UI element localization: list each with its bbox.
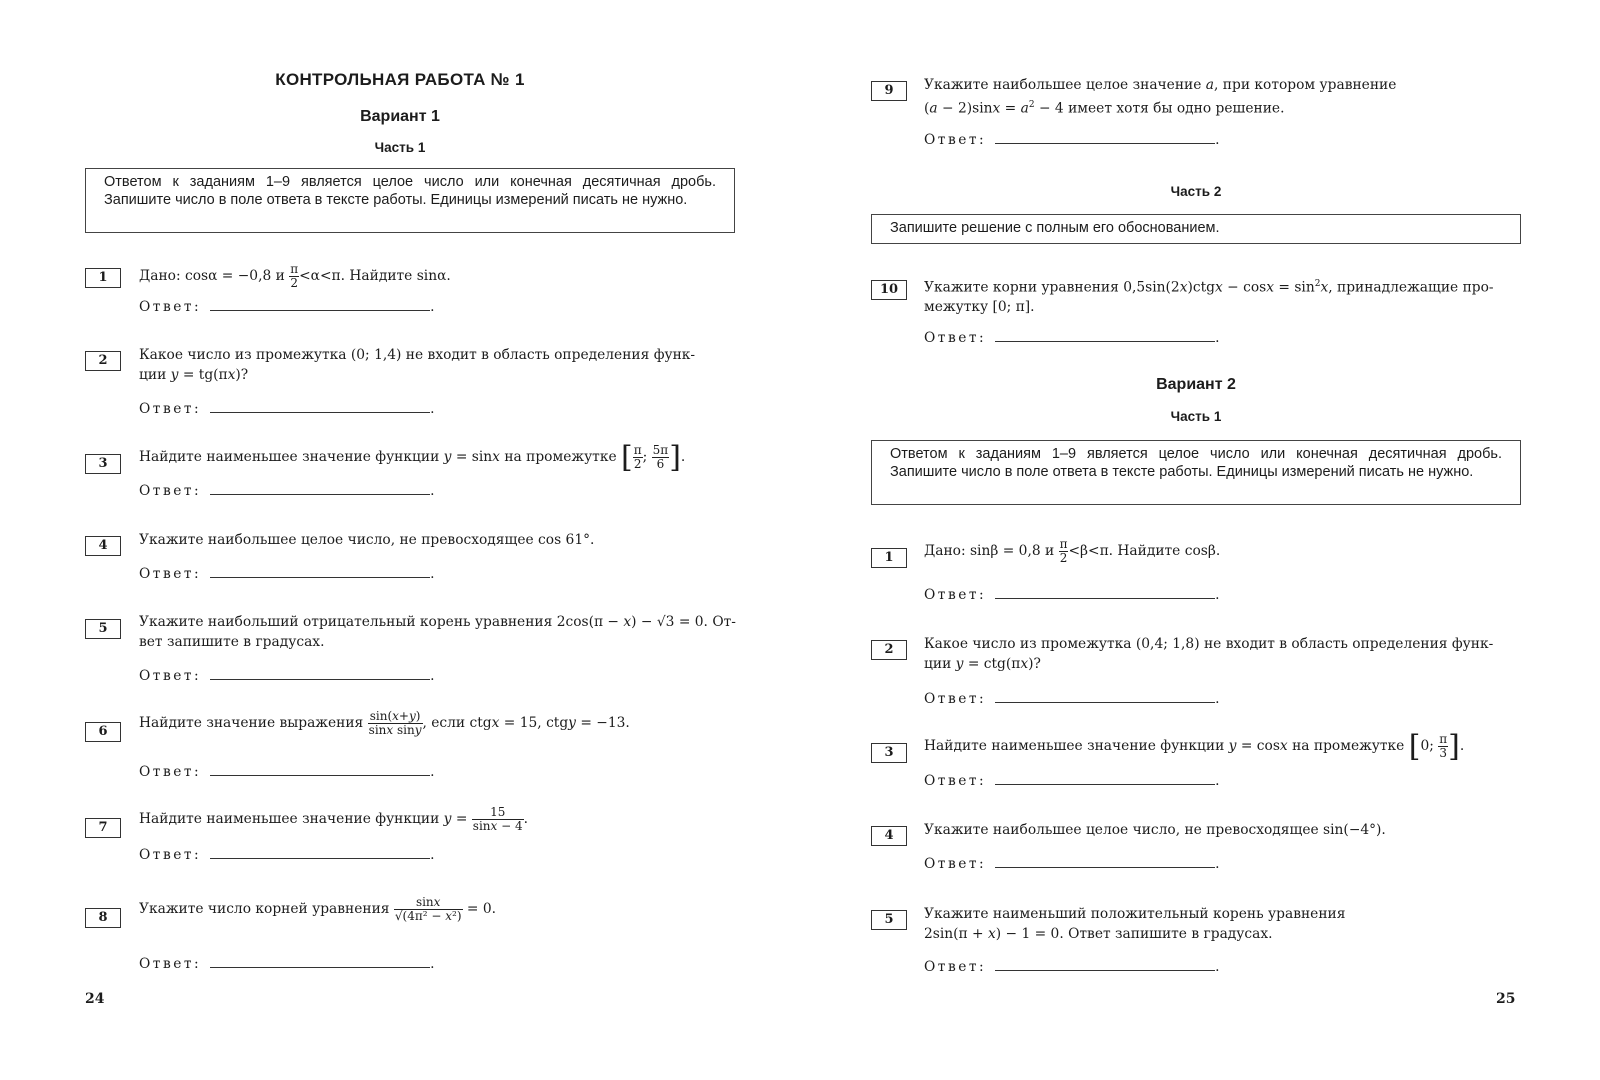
answer-line[interactable] xyxy=(210,400,430,413)
instruction-box: Ответом к заданиям 1–9 является целое число или конечная десятичная дробь. Запишите число в поле ответа в тексте работы. Единицы измерений писать не нужно. xyxy=(871,440,1521,505)
answer-line[interactable] xyxy=(995,329,1215,342)
task-text: Какое число из промежутка (0,4; 1,8) не входит в область определения функ- ции y = ctg(πx)? xyxy=(924,636,1494,672)
answer-label: Ответ: xyxy=(924,330,987,346)
part-title: Часть 1 xyxy=(1170,409,1222,424)
answer-line[interactable] xyxy=(210,482,430,495)
answer-field[interactable]: Ответ: . xyxy=(924,691,1220,707)
task-number: 9 xyxy=(871,81,907,101)
answer-label: Ответ: xyxy=(924,959,987,975)
answer-label: Ответ: xyxy=(139,566,202,582)
answer-field[interactable]: Ответ: . xyxy=(139,668,435,684)
answer-label: Ответ: xyxy=(924,856,987,872)
task-number: 4 xyxy=(85,536,121,556)
answer-field[interactable]: Ответ: . xyxy=(139,956,435,972)
task-number: 1 xyxy=(871,548,907,568)
answer-field[interactable]: Ответ: . xyxy=(924,587,1220,603)
part-title: Часть 2 xyxy=(1170,184,1222,199)
answer-label: Ответ: xyxy=(924,132,987,148)
answer-line[interactable] xyxy=(210,565,430,578)
task-text: Укажите наибольшее целое число, не превосходящее sin(−4°). xyxy=(924,822,1386,838)
answer-line[interactable] xyxy=(210,298,430,311)
answer-label: Ответ: xyxy=(924,587,987,603)
task-number: 2 xyxy=(871,640,907,660)
answer-label: Ответ: xyxy=(924,773,987,789)
task-number: 5 xyxy=(85,619,121,639)
task-text: Дано: cosα = −0,8 и $\frac{\pi}{2}$ <α<π. Найдите sinα. xyxy=(139,262,451,290)
variant-title: Вариант 2 xyxy=(1156,376,1236,393)
task-text: Дано: sinβ = 0,8 и $\frac{\pi}{2}$ <β<π. Найдите cosβ. xyxy=(924,537,1221,565)
instruction-box: Запишите решение с полным его обоснованием. xyxy=(871,214,1521,244)
task-text: Укажите наибольший отрицательный корень уравнения 2cos(π − x) − √3 = 0. От- вет запишите в градусах. xyxy=(139,614,736,650)
answer-line[interactable] xyxy=(210,667,430,680)
task-text: Найдите значение выражения $\frac{\sin(x+y)}{\text{sinx siny}}$ , если ctgx = 15, ctgy = −13. xyxy=(139,709,630,737)
answer-label: Ответ: xyxy=(139,847,202,863)
task-text: Какое число из промежутка (0; 1,4) не входит в область определения функ- ции y = tg(πx)? xyxy=(139,347,696,383)
task-text: Укажите корни уравнения 0,5sin(2x)ctgx − $\cos x = \sin^2x$, принадлежащие про- межутку [0; π]. xyxy=(924,279,1494,316)
answer-field[interactable]: Ответ: . xyxy=(139,299,435,315)
answer-field[interactable]: Ответ: . xyxy=(139,764,435,780)
task-text: Найдите наименьшее значение функции y = $\frac{15}{\sin x - 4}$ . xyxy=(139,805,529,833)
answer-field[interactable]: Ответ: . xyxy=(139,566,435,582)
instruction-box: Ответом к заданиям 1–9 является целое число или конечная десятичная дробь. Запишите число в поле ответа в тексте работы. Единицы измерений писать не нужно. xyxy=(85,168,735,233)
answer-line[interactable] xyxy=(995,772,1215,785)
answer-field[interactable]: Ответ: . xyxy=(924,856,1220,872)
answer-line[interactable] xyxy=(210,846,430,859)
answer-field[interactable]: Ответ: . xyxy=(924,959,1220,975)
task-number: 6 xyxy=(85,722,121,742)
answer-label: Ответ: xyxy=(139,483,202,499)
task-number: 5 xyxy=(871,910,907,930)
task-number: 3 xyxy=(85,454,121,474)
answer-field[interactable]: Ответ: . xyxy=(924,330,1220,346)
task-number: 3 xyxy=(871,743,907,763)
task-text: Найдите наименьшее значение функции y = sinx на промежутке [ $\frac{\pi}{2}$ ; $\frac{5\pi}{6}$ ]. xyxy=(139,439,686,475)
task-text: Укажите наибольшее целое значение a, при котором уравнение $(a - 2)\sin x = a^2 - 4$ имеет хотя бы одно решение. xyxy=(924,77,1397,117)
task-text: Найдите наименьшее значение функции y = cosx на промежутке [0; $\frac{\pi}{3}$ ]. xyxy=(924,728,1465,764)
work-title: КОНТРОЛЬНАЯ РАБОТА № 1 xyxy=(275,70,525,89)
answer-field[interactable]: Ответ: . xyxy=(139,401,435,417)
page-number: 25 xyxy=(1496,991,1516,1007)
task-number: 4 xyxy=(871,826,907,846)
task-number: 10 xyxy=(871,280,907,300)
part-title: Часть 1 xyxy=(374,140,426,155)
task-number: 7 xyxy=(85,818,121,838)
answer-label: Ответ: xyxy=(139,668,202,684)
task-text: Укажите наименьший положительный корень уравнения 2sin(π + x) − 1 = 0. Ответ запишите в градусах. xyxy=(924,906,1346,942)
page-number: 24 xyxy=(85,991,105,1007)
answer-field[interactable]: Ответ: . xyxy=(924,132,1220,148)
task-number: 8 xyxy=(85,908,121,928)
answer-line[interactable] xyxy=(210,955,430,968)
answer-label: Ответ: xyxy=(139,401,202,417)
answer-label: Ответ: xyxy=(139,956,202,972)
answer-line[interactable] xyxy=(995,586,1215,599)
right-page xyxy=(800,0,1600,1080)
answer-line[interactable] xyxy=(995,131,1215,144)
answer-label: Ответ: xyxy=(139,299,202,315)
answer-label: Ответ: xyxy=(924,691,987,707)
task-number: 1 xyxy=(85,268,121,288)
variant-title: Вариант 1 xyxy=(360,108,440,125)
answer-field[interactable]: Ответ: . xyxy=(139,483,435,499)
answer-line[interactable] xyxy=(995,690,1215,703)
answer-field[interactable]: Ответ: . xyxy=(139,847,435,863)
task-number: 2 xyxy=(85,351,121,371)
task-text: Укажите число корней уравнения $\frac{\sin x}{\text{√(4π² − x²)}}$ = 0. xyxy=(139,895,497,923)
answer-line[interactable] xyxy=(995,855,1215,868)
task-text: Укажите наибольшее целое число, не превосходящее cos 61°. xyxy=(139,532,595,548)
answer-label: Ответ: xyxy=(139,764,202,780)
answer-line[interactable] xyxy=(210,763,430,776)
answer-line[interactable] xyxy=(995,958,1215,971)
answer-field[interactable]: Ответ: . xyxy=(924,773,1220,789)
